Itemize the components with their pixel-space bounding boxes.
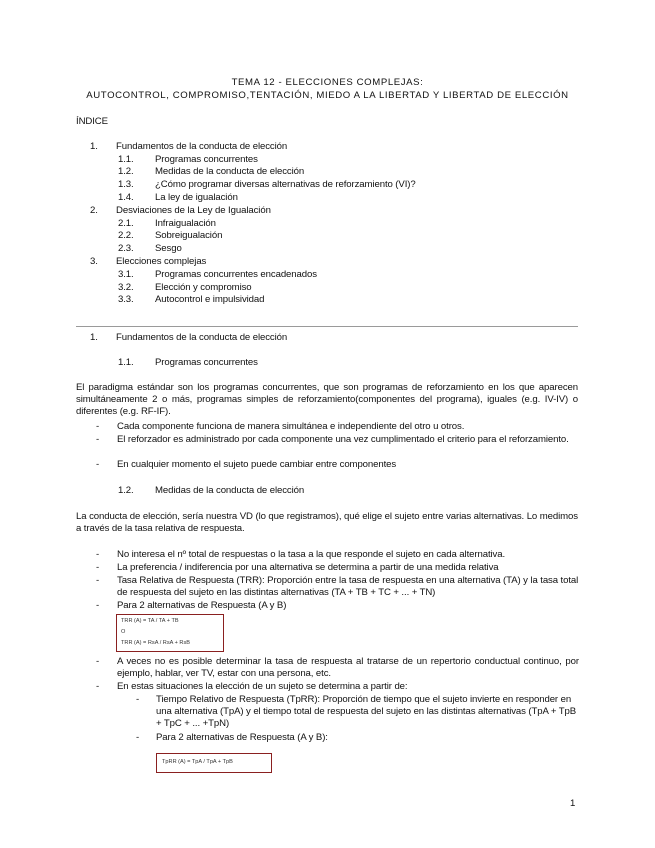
bullet-text: Para 2 alternativas de Respuesta (A y B): [117, 600, 287, 611]
bullet-text: Cada componente funciona de manera simultánea e independiente del otro u otros.: [117, 421, 465, 432]
paragraph: La conducta de elección, sería nuestra VD (lo que registramos), qué elige el sujeto entre varias alternativas. Lo medimos a través de la tasa relativa de respuesta.: [76, 511, 578, 534]
formula-line: TpRR (A) = TpA / TpA + TpB: [162, 759, 233, 765]
subbullet-marker: -: [136, 694, 140, 705]
subsection-number: 1.2.: [118, 485, 134, 496]
index-subitem-label: Programas concurrentes encadenados: [155, 269, 317, 280]
index-item-number: 1.: [90, 141, 98, 152]
bullet-marker: -: [96, 562, 100, 573]
index-subitem-label: Autocontrol e impulsividad: [155, 294, 265, 305]
subsection-heading: Programas concurrentes: [155, 357, 258, 368]
bullet-text: A veces no es posible determinar la tasa de respuesta al tratarse de un repertorio conductual continuo, por ejemplo, hablar, ver TV, estar con una persona, etc.: [117, 656, 579, 679]
subsection-heading: Medidas de la conducta de elección: [155, 485, 305, 496]
formula-box-tprr: [156, 753, 272, 773]
subbullet-text: Tiempo Relativo de Respuesta (TpRR): Proporción de tiempo que el sujeto invierte en responder en una alternativa (TpA) y el tiempo total de respuesta del sujeto en las distintas alternativas (TpA + TpB + TpC + ... +TpN): [156, 694, 577, 729]
page-number: 1: [570, 798, 576, 809]
subbullet-marker: -: [136, 732, 140, 743]
index-subitem-number: 3.1.: [118, 269, 134, 280]
index-subitem-label: ¿Cómo programar diversas alternativas de reforzamiento (VI)?: [155, 179, 416, 190]
index-subitem-label: Medidas de la conducta de elección: [155, 166, 305, 177]
index-subitem-number: 1.3.: [118, 179, 134, 190]
bullet-text: En estas situaciones la elección de un sujeto se determina a partir de:: [117, 681, 408, 692]
subbullet-text: Para 2 alternativas de Respuesta (A y B):: [156, 732, 328, 743]
bullet-marker: -: [96, 434, 100, 445]
index-item-label: Desviaciones de la Ley de Igualación: [116, 205, 271, 216]
bullet-marker: -: [96, 549, 100, 560]
index-item-label: Fundamentos de la conducta de elección: [116, 141, 288, 152]
bullet-text: En cualquier momento el sujeto puede cambiar entre componentes: [117, 459, 397, 470]
bullet-marker: -: [96, 681, 100, 692]
formula-line: TRR (A) = TA / TA + TB: [121, 618, 179, 624]
section-heading: Fundamentos de la conducta de elección: [116, 332, 288, 343]
formula-line: O: [121, 629, 126, 635]
index-subitem-number: 1.4.: [118, 192, 134, 203]
index-subitem-number: 2.2.: [118, 230, 134, 241]
section-divider: [76, 326, 578, 327]
document-subtitle: AUTOCONTROL, COMPROMISO,TENTACIÓN, MIEDO A LA LIBERTAD Y LIBERTAD DE ELECCIÓN: [86, 90, 569, 101]
index-subitem-label: Elección y compromiso: [155, 282, 252, 293]
bullet-marker: -: [96, 600, 100, 611]
bullet-marker: -: [96, 575, 100, 586]
index-subitem-number: 2.3.: [118, 243, 134, 254]
formula-box-trr: [116, 614, 224, 652]
bullet-text: El reforzador es administrado por cada componente una vez cumplimentado el criterio para el reforzamiento.: [117, 434, 569, 445]
subsection-number: 1.1.: [118, 357, 134, 368]
index-heading: ÍNDICE: [76, 116, 108, 127]
index-subitem-label: Sobreigualación: [155, 230, 223, 241]
bullet-text: Tasa Relativa de Respuesta (TRR): Proporción entre la tasa de respuesta en una alternativa (TA) y la tasa total de respuesta del sujeto en las distintas alternativas (TA + TB + TC + ... + TN): [117, 575, 579, 598]
formula-line: TRR (A) = RsA / RsA + RsB: [121, 640, 191, 646]
index-subitem-label: Sesgo: [155, 243, 182, 254]
bullet-marker: -: [96, 421, 100, 432]
index-item-number: 3.: [90, 256, 98, 267]
bullet-text: La preferencia / indiferencia por una alternativa se determina a partir de una medida relativa: [117, 562, 499, 573]
document-title: TEMA 12 - ELECCIONES COMPLEJAS:: [231, 77, 424, 88]
index-subitem-label: Infraigualación: [155, 218, 216, 229]
index-subitem-label: La ley de igualación: [155, 192, 238, 203]
paragraph: El paradigma estándar son los programas concurrentes, que son programas de reforzamiento en los que aparecen simultáneamente 2 o más, programas simples de reforzamiento(componentes del programa), iguales (e.g. IV-IV) o diferentes (e.g. RF-IF).: [76, 382, 578, 417]
bullet-text: No interesa el nº total de respuestas o la tasa a la que responde el sujeto en cada alternativa.: [117, 549, 506, 560]
index-item-number: 2.: [90, 205, 98, 216]
index-item-label: Elecciones complejas: [116, 256, 207, 267]
index-subitem-number: 2.1.: [118, 218, 134, 229]
bullet-marker: -: [96, 459, 100, 470]
index-subitem-number: 3.2.: [118, 282, 134, 293]
index-subitem-number: 1.1.: [118, 154, 134, 165]
index-subitem-number: 1.2.: [118, 166, 134, 177]
index-subitem-label: Programas concurrentes: [155, 154, 258, 165]
index-subitem-number: 3.3.: [118, 294, 134, 305]
section-number: 1.: [90, 332, 98, 343]
bullet-marker: -: [96, 656, 100, 667]
